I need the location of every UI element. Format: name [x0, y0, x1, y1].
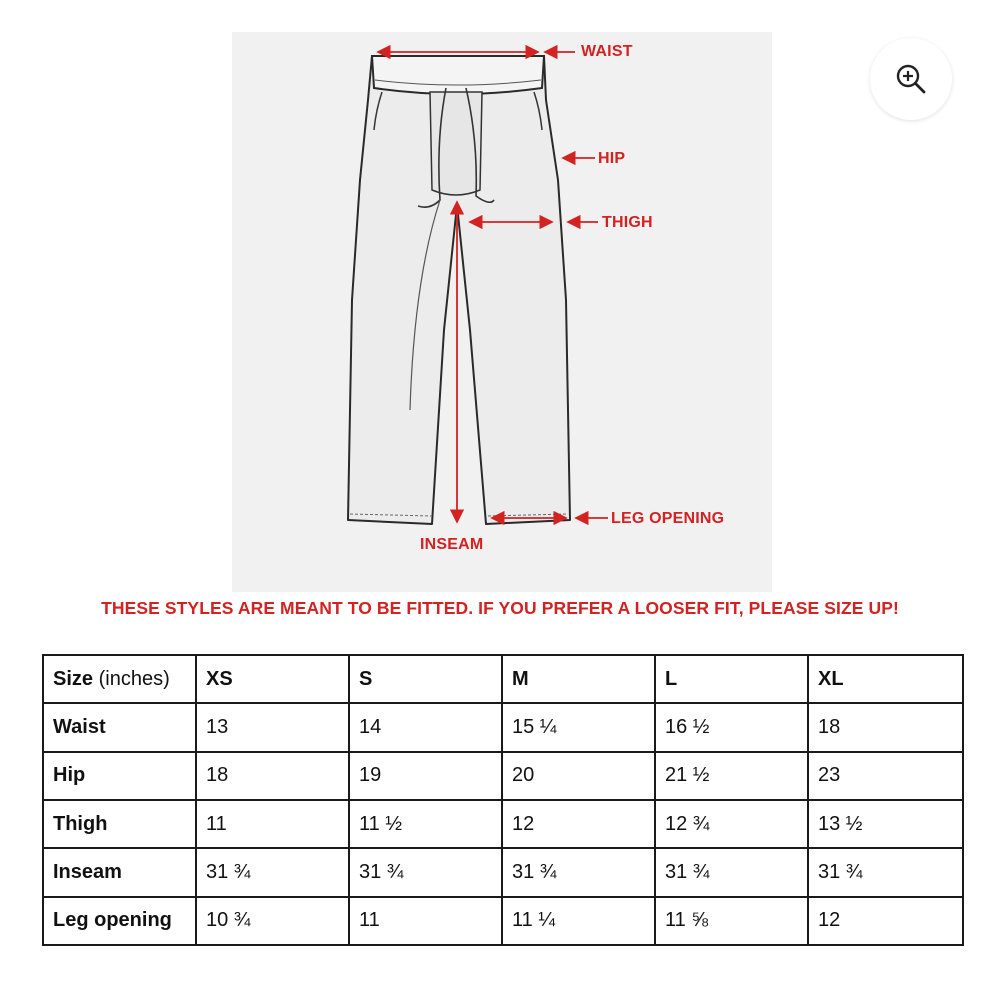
size-header-l: L — [655, 655, 808, 703]
table-cell: 11 — [196, 800, 349, 848]
table-cell: 14 — [349, 703, 502, 751]
table-cell: 13 ½ — [808, 800, 963, 848]
inseam-label: INSEAM — [420, 536, 484, 553]
table-cell: 15 ¼ — [502, 703, 655, 751]
zoom-button[interactable] — [870, 38, 952, 120]
fit-note: THESE STYLES ARE MEANT TO BE FITTED. IF YOU PREFER A LOOSER FIT, PLEASE SIZE UP! — [101, 598, 899, 618]
table-cell: 21 ½ — [655, 752, 808, 800]
table-header-row — [43, 655, 963, 703]
table-cell: 31 ¾ — [349, 848, 502, 896]
table-cell: 31 ¾ — [196, 848, 349, 896]
table-cell: 13 — [196, 703, 349, 751]
size-header-xl: XL — [808, 655, 963, 703]
table-cell: 12 — [502, 800, 655, 848]
table-row — [43, 897, 963, 945]
size-chart-table — [42, 654, 964, 946]
size-header-s: S — [349, 655, 502, 703]
row-label-thigh: Thigh — [43, 800, 196, 848]
table-cell: 12 — [808, 897, 963, 945]
table-cell: 11 — [349, 897, 502, 945]
zoom-in-icon — [894, 62, 928, 96]
row-label-inseam: Inseam — [43, 848, 196, 896]
table-cell: 16 ½ — [655, 703, 808, 751]
size-header-unit: (inches) — [98, 667, 170, 690]
table-cell: 18 — [808, 703, 963, 751]
hip-label: HIP — [598, 150, 626, 167]
table-cell: 31 ¾ — [808, 848, 963, 896]
table-cell: 11 ½ — [349, 800, 502, 848]
table-cell: 20 — [502, 752, 655, 800]
table-cell: 19 — [349, 752, 502, 800]
table-cell: 11 ¼ — [502, 897, 655, 945]
waist-label: WAIST — [581, 43, 633, 60]
size-header-cell — [43, 655, 196, 703]
table-row — [43, 752, 963, 800]
row-label-leg-opening: Leg opening — [43, 897, 196, 945]
table-cell: 10 ¾ — [196, 897, 349, 945]
leg-opening-label: LEG OPENING — [611, 510, 725, 527]
table-cell: 23 — [808, 752, 963, 800]
table-row — [43, 703, 963, 751]
table-row — [43, 848, 963, 896]
size-header-m: M — [502, 655, 655, 703]
table-cell: 18 — [196, 752, 349, 800]
table-cell: 12 ¾ — [655, 800, 808, 848]
table-row — [43, 800, 963, 848]
row-label-hip: Hip — [43, 752, 196, 800]
thigh-label: THIGH — [602, 214, 653, 231]
size-header-label: Size — [53, 667, 94, 690]
size-header-xs: XS — [196, 655, 349, 703]
row-label-waist: Waist — [43, 703, 196, 751]
table-cell: 31 ¾ — [502, 848, 655, 896]
waistband — [372, 56, 544, 94]
table-cell: 31 ¾ — [655, 848, 808, 896]
table-cell: 11 ⅝ — [655, 897, 808, 945]
